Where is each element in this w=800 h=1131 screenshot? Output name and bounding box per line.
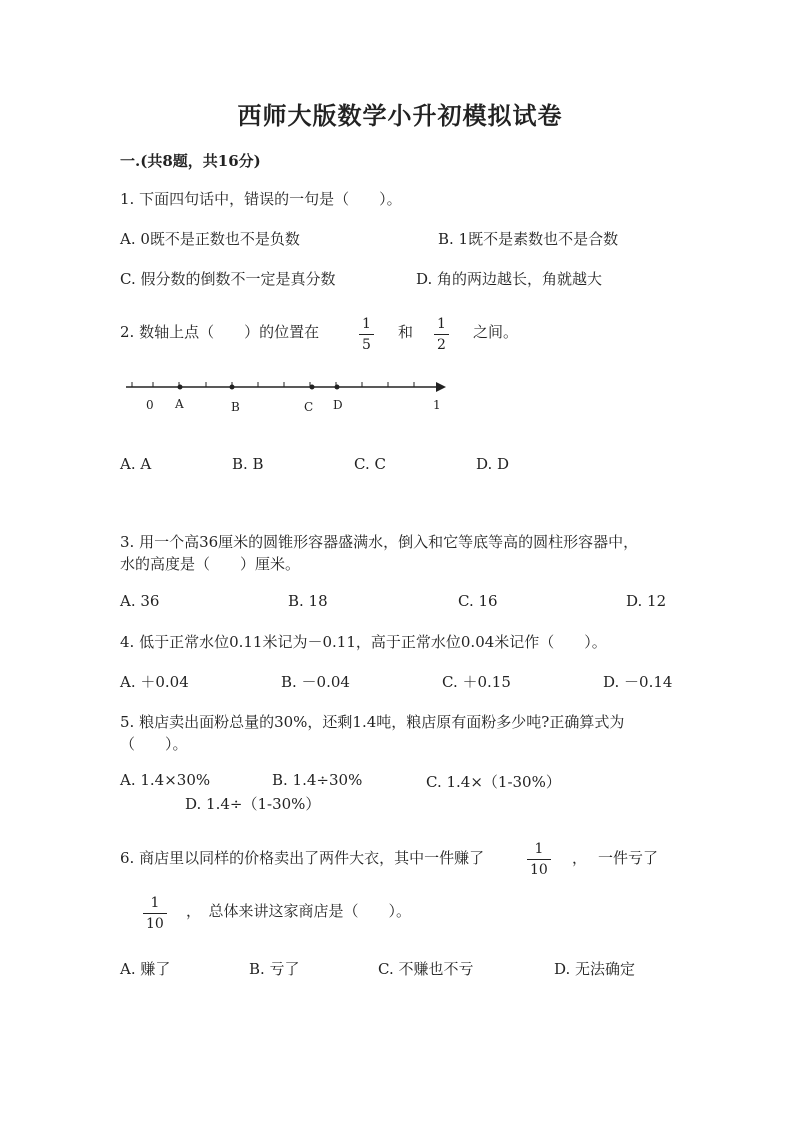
q2-fraction-one-half — [434, 317, 449, 352]
label-d: D — [333, 398, 343, 412]
q6-comma: ， — [572, 849, 588, 867]
point-c-dot — [310, 385, 315, 390]
q2-frac1-denominator: 5 — [359, 334, 374, 352]
q2-option-a[interactable]: A. A — [120, 455, 152, 473]
q3-option-d[interactable]: D. 12 — [626, 592, 667, 610]
q2-frac1-numerator: 1 — [362, 316, 371, 332]
q2-option-c[interactable]: C. C — [354, 455, 386, 473]
q1-option-a[interactable]: A. 0既不是正数也不是负数 — [120, 230, 300, 248]
q4-stem: 4. 低于正常水位0.11米记为－0.11，高于正常水位0.04米记作（ ）。 — [120, 633, 607, 651]
number-line — [124, 370, 454, 420]
q2-fraction-one-fifth — [359, 317, 374, 352]
section-heading: 一.(共8题，共16分) — [120, 152, 261, 170]
q6-option-a[interactable]: A. 赚了 — [120, 960, 171, 978]
q3-stem-line1: 3. 用一个高36厘米的圆锥形容器盛满水，倒入和它等底等高的圆柱形容器中， — [120, 533, 639, 551]
q4-option-b[interactable]: B. －0.04 — [281, 673, 350, 691]
q3-option-b[interactable]: B. 18 — [288, 592, 328, 610]
q4-option-d[interactable]: D. －0.14 — [603, 673, 673, 691]
q6-frac2-denominator: 10 — [143, 913, 167, 931]
q1-option-b[interactable]: B. 1既不是素数也不是合数 — [438, 230, 619, 248]
q2-frac2-denominator: 2 — [434, 334, 449, 352]
q5-stem-line1: 5. 粮店卖出面粉总量的30%，还剩1.4吨，粮店原有面粉多少吨?正确算式为 — [120, 713, 625, 731]
number-line-arrow — [436, 382, 446, 392]
label-one: 1 — [433, 398, 441, 412]
point-d-dot — [335, 385, 340, 390]
label-b: B — [231, 400, 240, 414]
q6-option-c[interactable]: C. 不赚也不亏 — [378, 960, 474, 978]
point-b-dot — [230, 385, 235, 390]
q3-option-a[interactable]: A. 36 — [120, 592, 160, 610]
q1-stem: 1. 下面四句话中，错误的一句是（ ）。 — [120, 190, 402, 208]
q6-option-d[interactable]: D. 无法确定 — [554, 960, 636, 978]
q6-option-b[interactable]: B. 亏了 — [249, 960, 300, 978]
q6-stem-end: ， 总体来讲这家商店是（ ）。 — [186, 902, 412, 920]
q3-stem-line2: 水的高度是（ ）厘米。 — [120, 555, 301, 573]
q4-option-c[interactable]: C. ＋0.15 — [442, 673, 511, 691]
page-title: 西师大版数学小升初模拟试卷 — [237, 101, 563, 130]
q6-stem-start: 6. 商店里以同样的价格卖出了两件大衣，其中一件赚了 — [120, 849, 485, 867]
q5-option-a[interactable]: A. 1.4×30% — [120, 771, 211, 789]
q6-frac1-numerator: 1 — [534, 841, 544, 857]
q2-stem-start: 2. 数轴上点（ ）的位置在 — [120, 323, 320, 341]
q3-option-c[interactable]: C. 16 — [458, 592, 498, 610]
q2-frac2-numerator: 1 — [437, 316, 446, 332]
point-a-dot — [178, 385, 183, 390]
label-a: A — [175, 397, 184, 411]
label-zero: 0 — [146, 398, 154, 412]
label-c: C — [304, 400, 314, 414]
q6-frac1-denominator: 10 — [527, 859, 551, 877]
q5-option-c[interactable]: C. 1.4×（1-30%） — [426, 773, 561, 791]
q1-option-d[interactable]: D. 角的两边越长，角就越大 — [416, 270, 603, 288]
q5-option-d[interactable]: D. 1.4÷（1-30%） — [185, 795, 321, 813]
q6-stem-middle: 一件亏了 — [598, 849, 659, 867]
q5-option-b[interactable]: B. 1.4÷30% — [272, 771, 363, 789]
q6-fraction-one-tenth-a — [527, 842, 551, 877]
q2-and: 和 — [398, 323, 414, 341]
q2-option-d[interactable]: D. D — [476, 455, 510, 473]
q2-stem-end: 之间。 — [473, 323, 519, 341]
q2-option-b[interactable]: B. B — [232, 455, 264, 473]
q5-stem-line2: （ ）。 — [120, 735, 188, 753]
q6-frac2-numerator: 1 — [150, 895, 160, 911]
q1-option-c[interactable]: C. 假分数的倒数不一定是真分数 — [120, 270, 336, 288]
q4-option-a[interactable]: A. ＋0.04 — [120, 673, 189, 691]
q6-fraction-one-tenth-b — [143, 896, 167, 931]
